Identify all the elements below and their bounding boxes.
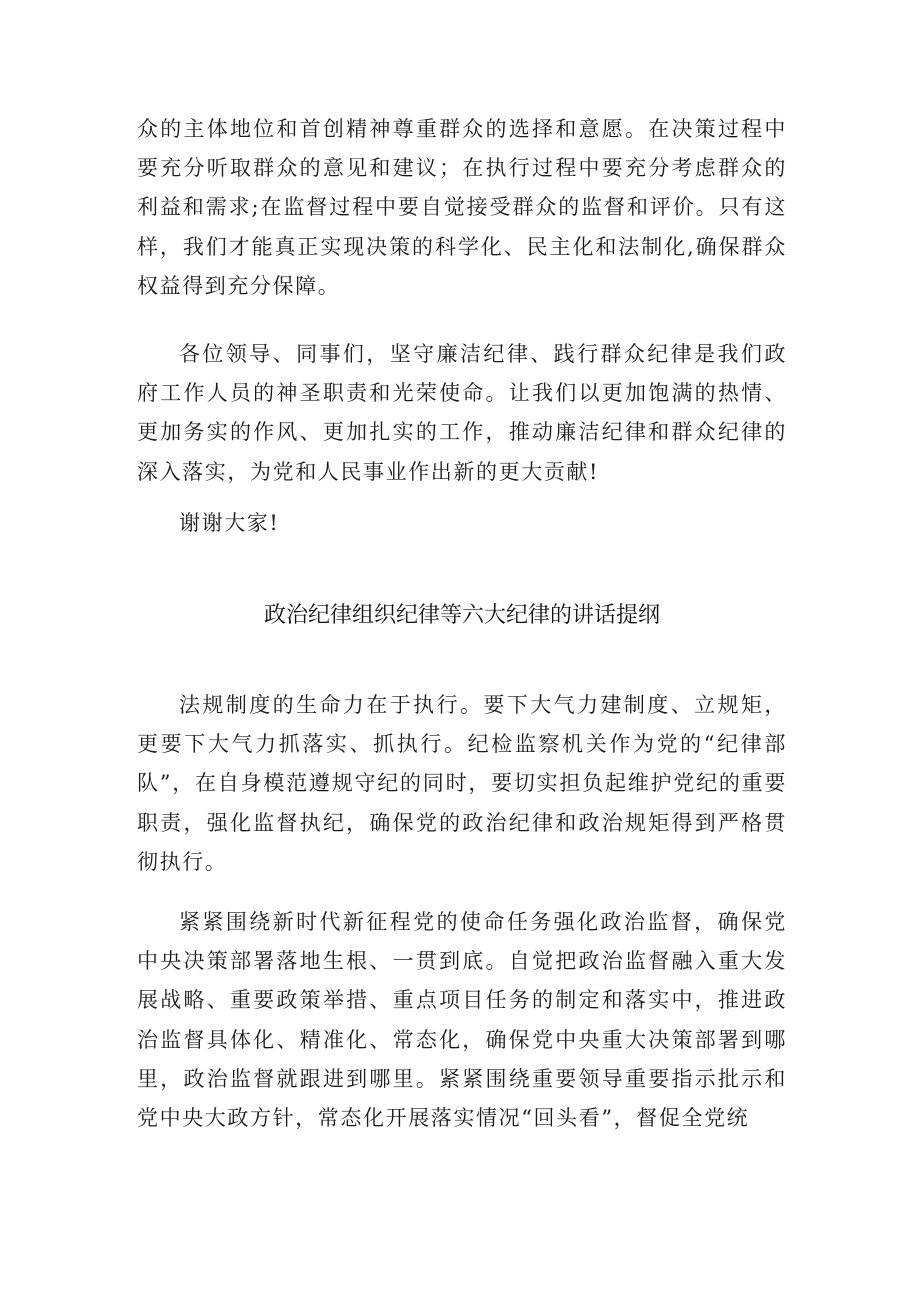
paragraph-political-supervision: 紧紧围绕新时代新征程党的使命任务强化政治监督，确保党中央决策部署落地生根、一贯到底。自觉把政治监督融入重大发展战略、重要政策举措、重点项目任务的制定和落实中，推进政治监督具体化、精准化、常态化，确保党中央重大决策部署到哪里，政治监督就跟进到哪里。紧紧围绕重要领导重要指示批示和党中央大政方针，常态化开展落实情况“回头看”，督促全党统 [137,910,787,1131]
paragraph-closing-appeal: 各位领导、同事们，坚守廉洁纪律、践行群众纪律是我们政府工作人员的神圣职责和光荣使命。让我们以更加饱满的热情、更加务实的作风、更加扎实的工作，推动廉洁纪律和群众纪律的深入落实，为党和人民事业作出新的更大贡献! [137,342,787,484]
paragraph-regulations-execution: 法规制度的生命力在于执行。要下大气力建制度、立规矩，更要下大气力抓落实、抓执行。纪检监察机关作为党的“纪律部队”，在自身模范遵规守纪的同时，要切实担负起维护党纪的重要职责，强化监督执纪，确保党的政治纪律和政治规矩得到严格贯彻执行。 [137,693,787,874]
section-title: 政治纪律组织纪律等六大纪律的讲话提纲 [263,603,660,628]
paragraph-thanks: 谢谢大家! [179,511,280,535]
paragraph-continued: 众的主体地位和首创精神尊重群众的选择和意愿。在决策过程中要充分听取群众的意见和建议；在执行过程中要充分考虑群众的利益和需求;在监督过程中要自觉接受群众的监督和评价。只有这样，我们才能真正实现决策的科学化、民主化和法制化,确保群众权益得到充分保障。 [137,117,787,298]
